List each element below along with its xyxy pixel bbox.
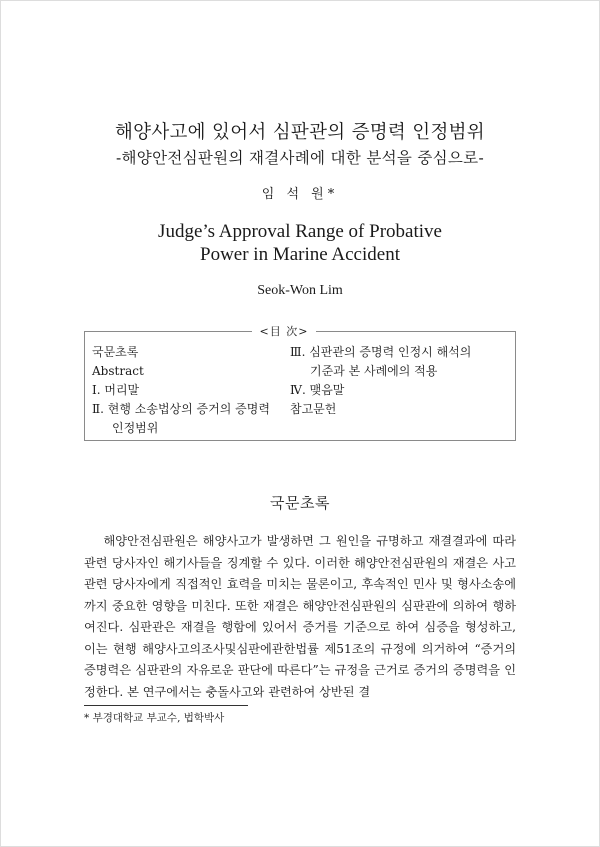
toc-item-chapter-3: Ⅲ. 심판관의 증명력 인정시 해석의 — [290, 345, 472, 359]
toc-item-abstract: Abstract — [92, 364, 144, 378]
korean-title: 해양사고에 있어서 심판관의 증명력 인정범위 — [115, 122, 485, 143]
toc-item-conclusion: Ⅳ. 맺음말 — [290, 383, 345, 397]
toc-item-chapter-2-cont: 인정범위 — [112, 421, 159, 435]
korean-author: 임 석 원* — [261, 187, 339, 202]
english-title-line-2: Power in Marine Accident — [200, 244, 400, 265]
toc-item-references: 참고문헌 — [290, 402, 337, 416]
english-author: Seok-Won Lim — [257, 283, 343, 298]
toc-item-chapter-2: Ⅱ. 현행 소송법상의 증거의 증명력 — [92, 402, 270, 416]
footnote: * 부경대학교 부교수, 법학박사 — [84, 712, 225, 724]
toc-item-introduction: Ⅰ. 머리말 — [92, 383, 140, 397]
english-title-line-1: Judge’s Approval Range of Probative — [158, 221, 442, 242]
english-title — [0, 220, 600, 266]
section-heading: 국문초록 — [270, 494, 330, 512]
toc-item-chapter-3-cont: 기준과 본 사례에의 적용 — [310, 364, 438, 378]
footnote-divider — [84, 705, 248, 706]
toc-heading: <目 次> — [252, 325, 316, 339]
toc-item-korean-abstract: 국문초록 — [92, 345, 139, 359]
abstract-paragraph: 해양안전심판원은 해양사고가 발생하면 그 원인을 규명하고 재결결과에 따라 관련 당사자인 해기사들을 징계할 수 있다. 이러한 해양안전심판원의 재결은 사고관련 당사자에게 직접적인 효력을 미치는 물론이고, 후속적인 민사 및 형사소송에까지 중요한 영향을 미친다. 또한 재결은 해양안전심판원의 심판관에 의하여 행하여진다. 심판관은 재결을 행함에 있어서 증거를 기준으로 하여 심증을 형성하고, 이는 현행 해양사고의조사및심판에관한법률 제51조의 규정에 의거하여 “증거의 증명력은 심판관의 자유로운 판단에 따른다”는 규정을 근거로 증거의 증명력을 인정한다. 본 연구에서는 충돌사고와 관련하여 상반된 결 — [84, 534, 516, 699]
korean-subtitle: -해양안전심판원의 재결사례에 대한 분석을 중심으로- — [116, 149, 484, 167]
abstract-body — [84, 531, 516, 703]
